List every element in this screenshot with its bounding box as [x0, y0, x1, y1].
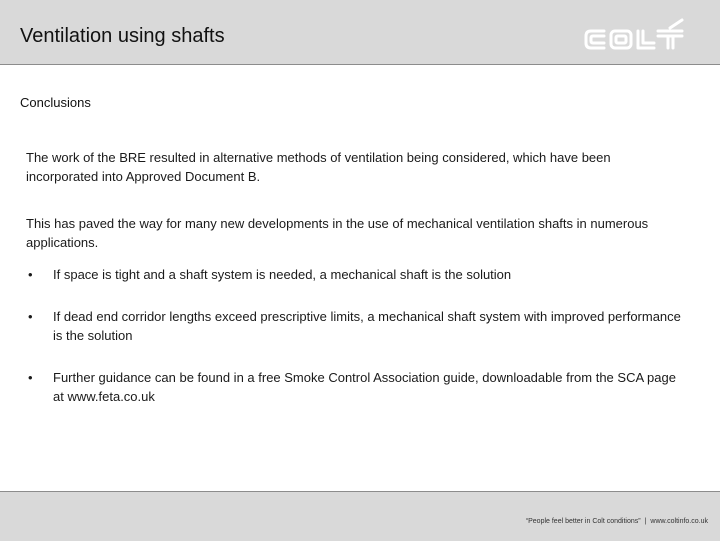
footer-slogan: “People feel better in Colt conditions” [525, 518, 641, 525]
page-title: Ventilation using shafts [20, 25, 225, 47]
bullet-text: If space is tight and a shaft system is needed, a mechanical shaft is the solution [53, 267, 512, 282]
bullet-text: If dead end corridor lengths exceed prescriptive limits, a mechanical shaft system with improved performance is the solution [53, 309, 681, 343]
paragraph-bre-work: The work of the BRE resulted in alternative methods of ventilation being considered, which have been incorporated into Approved Document B. [26, 150, 611, 184]
list-item [26, 265, 686, 284]
list-item [26, 307, 686, 345]
footer-separator: | [644, 518, 647, 525]
footer-bar [0, 491, 720, 541]
bullet-icon: • [28, 309, 33, 324]
bullet-icon: • [28, 370, 33, 385]
list-item [26, 368, 686, 406]
colt-logo [582, 18, 700, 54]
header-bar [0, 0, 720, 65]
bullet-icon: • [28, 267, 33, 282]
section-heading: Conclusions [20, 95, 91, 110]
slide-content [0, 65, 720, 491]
paragraph-new-developments: This has paved the way for many new developments in the use of mechanical ventilation shafts in numerous applications. [26, 216, 649, 250]
bullet-text: Further guidance can be found in a free Smoke Control Association guide, downloadable from the SCA page at www.feta.co.uk [53, 370, 676, 404]
footer-text [526, 517, 708, 527]
footer-website-link[interactable]: www.coltinfo.co.uk [650, 518, 708, 525]
conclusions-list [26, 265, 686, 406]
